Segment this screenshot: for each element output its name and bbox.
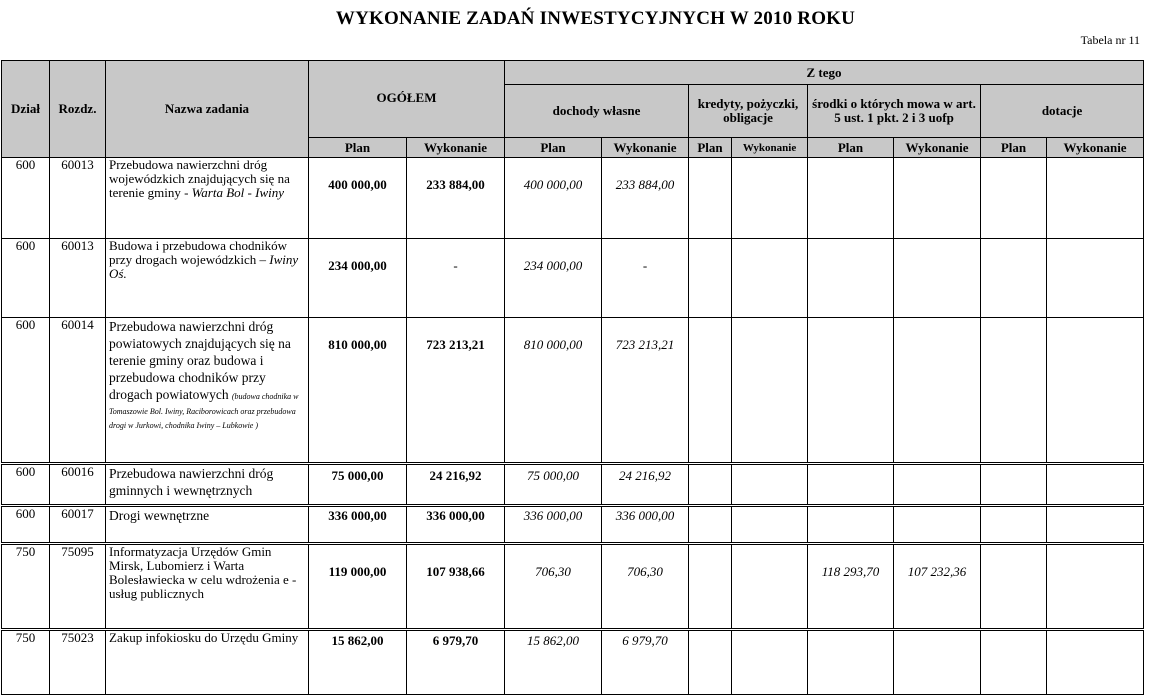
cell-plan: 15 862,00 (309, 630, 407, 695)
cell-dzial: 750 (2, 544, 50, 630)
cell-sr-wykonanie (894, 630, 981, 695)
cell-sr-wykonanie: 107 232,36 (894, 544, 981, 630)
name-note: (budowa chodnika w Tomaszowie Bol. Iwiny, Raciborowicach oraz przebudowa drogi w Jurkowi, chodnika Iwiny – Lubkowie ) (109, 392, 299, 430)
cell-dzial: 600 (2, 506, 50, 544)
cell-plan: 400 000,00 (309, 158, 407, 239)
cell-sr-wykonanie (894, 158, 981, 239)
cell-dzial: 750 (2, 630, 50, 695)
name-text: Informatyzacja Urzędów Gmin Mirsk, Lubomierz i Warta Bolesławiecka w celu wdrożenia e -usług publicznych (109, 544, 297, 601)
cell-sr-plan (808, 630, 894, 695)
header-dzial: Dział (2, 61, 50, 158)
name-text: Przebudowa nawierzchni dróg gminnych i wewnętrznych (109, 466, 274, 498)
cell-wykonanie: 24 216,92 (407, 464, 505, 506)
cell-name (106, 158, 309, 239)
header-kredyty: kredyty, pożyczki, obligacje (689, 85, 808, 138)
header-nazwa: Nazwa zadania (106, 61, 309, 158)
cell-dzial: 600 (2, 239, 50, 318)
cell-plan: 336 000,00 (309, 506, 407, 544)
cell-rozdz: 60013 (50, 239, 106, 318)
cell-dw-wykonanie: 336 000,00 (602, 506, 689, 544)
name-text: Drogi wewnętrzne (109, 508, 210, 523)
cell-sr-plan (808, 158, 894, 239)
cell-name (106, 544, 309, 630)
cell-dzial: 600 (2, 464, 50, 506)
header-wykonanie: Wykonanie (732, 138, 808, 158)
cell-dw-plan: 234 000,00 (505, 239, 602, 318)
cell-dw-plan: 75 000,00 (505, 464, 602, 506)
cell-dw-plan: 400 000,00 (505, 158, 602, 239)
cell-rozdz: 60014 (50, 318, 106, 464)
cell-dw-wykonanie: 6 979,70 (602, 630, 689, 695)
header-dotacje: dotacje (981, 85, 1144, 138)
table-row (2, 239, 1144, 318)
table-row (2, 464, 1144, 506)
header-wykonanie: Wykonanie (1047, 138, 1144, 158)
table-row (2, 506, 1144, 544)
header-plan: Plan (505, 138, 602, 158)
header-wykonanie: Wykonanie (602, 138, 689, 158)
table-row (2, 318, 1144, 464)
cell-sr-plan (808, 318, 894, 464)
cell-wykonanie: - (407, 239, 505, 318)
cell-rozdz: 60013 (50, 158, 106, 239)
header-rozdz: Rozdz. (50, 61, 106, 158)
cell-sr-wykonanie (894, 464, 981, 506)
cell-sr-plan (808, 506, 894, 544)
cell-sr-plan (808, 464, 894, 506)
cell-rozdz: 60017 (50, 506, 106, 544)
cell-wykonanie: 723 213,21 (407, 318, 505, 464)
cell-dw-wykonanie: 24 216,92 (602, 464, 689, 506)
table-row (2, 544, 1144, 630)
cell-sr-wykonanie (894, 318, 981, 464)
cell-rozdz: 75023 (50, 630, 106, 695)
cell-sr-plan (808, 239, 894, 318)
cell-dw-plan: 15 862,00 (505, 630, 602, 695)
header-plan: Plan (689, 138, 732, 158)
cell-rozdz: 60016 (50, 464, 106, 506)
cell-name (106, 239, 309, 318)
cell-name (106, 318, 309, 464)
header-ogolem: OGÓŁEM (309, 61, 505, 138)
cell-sr-plan: 118 293,70 (808, 544, 894, 630)
cell-dw-wykonanie: 706,30 (602, 544, 689, 630)
cell-wykonanie: 233 884,00 (407, 158, 505, 239)
table-row (2, 630, 1144, 695)
header-plan: Plan (309, 138, 407, 158)
cell-dw-plan: 706,30 (505, 544, 602, 630)
table-row (2, 158, 1144, 239)
cell-name (106, 464, 309, 506)
name-text: Budowa i przebudowa chodników przy drogach wojewódzkich – (109, 238, 287, 267)
cell-dzial: 600 (2, 318, 50, 464)
header-plan: Plan (981, 138, 1047, 158)
cell-dw-plan: 336 000,00 (505, 506, 602, 544)
cell-sr-wykonanie (894, 506, 981, 544)
cell-dw-wykonanie: 233 884,00 (602, 158, 689, 239)
cell-plan: 810 000,00 (309, 318, 407, 464)
cell-dw-plan: 810 000,00 (505, 318, 602, 464)
table-number: Tabela nr 11 (1080, 33, 1140, 47)
cell-rozdz: 75095 (50, 544, 106, 630)
cell-wykonanie: 6 979,70 (407, 630, 505, 695)
header-wykonanie: Wykonanie (894, 138, 981, 158)
cell-wykonanie: 107 938,66 (407, 544, 505, 630)
header-srodki: środki o których mowa w art. 5 ust. 1 pkt. 2 i 3 uofp (808, 85, 981, 138)
name-text: Przebudowa nawierzchni dróg powiatowych znajdujących się na terenie gminy oraz budowa i przebudowa chodników przy drogach powiatowych (109, 319, 291, 402)
header-dochody: dochody własne (505, 85, 689, 138)
cell-name (106, 506, 309, 544)
name-italic: Iwiny Oś. (109, 252, 299, 281)
cell-name (106, 630, 309, 695)
investment-table (1, 60, 1144, 695)
cell-plan: 119 000,00 (309, 544, 407, 630)
header-z-tego: Z tego (505, 61, 1144, 85)
name-text: Przebudowa nawierzchni dróg wojewódzkich znajdujących się na terenie gminy - (109, 157, 290, 200)
cell-dzial: 600 (2, 158, 50, 239)
cell-plan: 234 000,00 (309, 239, 407, 318)
cell-wykonanie: 336 000,00 (407, 506, 505, 544)
document-title: WYKONANIE ZADAŃ INWESTYCYJNYCH W 2010 ROKU (335, 8, 856, 29)
header-wykonanie: Wykonanie (407, 138, 505, 158)
name-text: Zakup infokiosku do Urzędu Gminy (109, 630, 299, 645)
cell-dw-wykonanie: - (602, 239, 689, 318)
cell-dw-wykonanie: 723 213,21 (602, 318, 689, 464)
cell-plan: 75 000,00 (309, 464, 407, 506)
name-italic: Warta Bol - Iwiny (191, 185, 284, 200)
header-plan: Plan (808, 138, 894, 158)
cell-sr-wykonanie (894, 239, 981, 318)
